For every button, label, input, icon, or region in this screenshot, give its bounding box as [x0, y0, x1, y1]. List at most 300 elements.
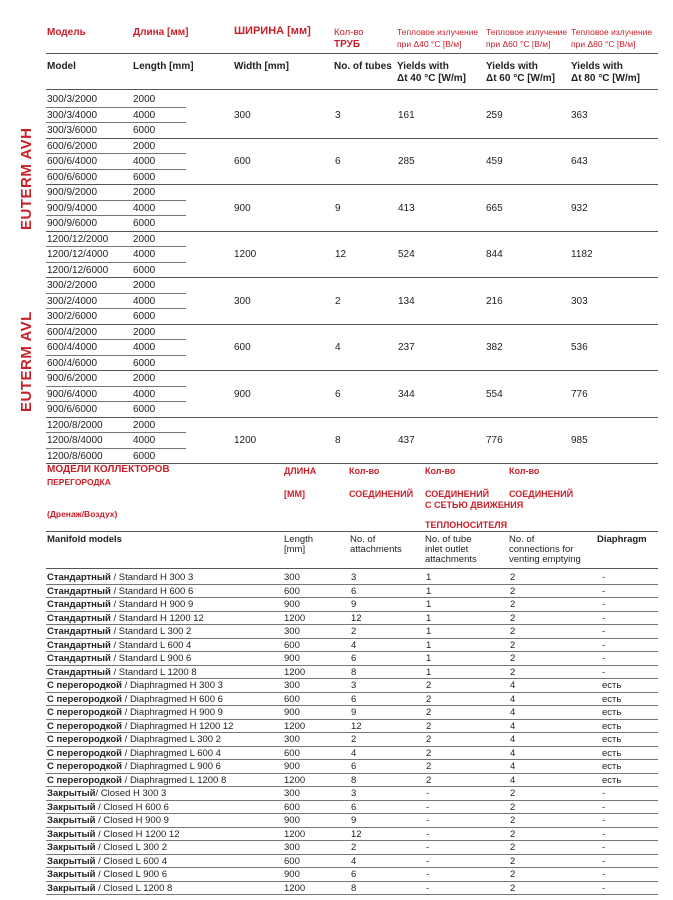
manifold-len: 300: [284, 734, 300, 745]
width-cell: 1200: [234, 249, 257, 260]
bhdr-models-ru-1: МОДЕЛИ КОЛЛЕКТОРОВ: [47, 464, 170, 475]
model-cell: 600/4/2000: [47, 326, 98, 338]
manifold-type-ru: С перегородкой: [47, 747, 123, 759]
manifold-len: 600: [284, 801, 300, 813]
manifold-row: [46, 612, 658, 626]
row-rule: [46, 386, 186, 387]
manifold-type-ru: Закрытый: [47, 869, 96, 880]
manifold-inl: 1: [426, 639, 432, 651]
y40-cell: 437: [398, 435, 415, 446]
manifold-dia: -: [602, 599, 606, 610]
hdr-yield40-en-2: Δt 40 °C [W/m]: [397, 73, 466, 84]
bhdr-length-en-1: Length: [284, 534, 314, 545]
bhdr-att-en-2: attachments: [350, 544, 402, 555]
manifold-att: 2: [351, 734, 357, 745]
manifold-type-ru: Стандартный: [47, 599, 111, 610]
manifold-inl: -: [426, 828, 430, 840]
manifold-inl: 2: [426, 707, 432, 718]
model-cell: 600/6/2000: [47, 140, 98, 152]
row-rule: [46, 153, 186, 154]
manifold-dia: -: [602, 842, 606, 853]
manifold-inl: 2: [426, 774, 432, 786]
manifold-att: 4: [351, 639, 357, 651]
y60-cell: 382: [486, 342, 503, 353]
bhdr-inlet-en-3: attachments: [425, 554, 477, 565]
manifold-type-ru: Стандартный: [47, 639, 111, 651]
y80-cell: 536: [571, 342, 588, 353]
manifold-dia: -: [602, 612, 606, 624]
tubes-cell: 9: [335, 202, 341, 214]
length-cell: 4000: [133, 249, 156, 260]
row-rule: [46, 339, 186, 340]
hdr-yield80-en-1: Yields with: [571, 61, 623, 72]
bhdr-att-ru-1: Кол-во: [349, 466, 380, 476]
hdr-yield60-ru-1: Тепловое излучение: [486, 27, 568, 37]
manifold-vent: 2: [510, 626, 516, 637]
model-cell: 1200/8/6000: [47, 450, 103, 462]
length-cell: 4000: [133, 342, 156, 353]
manifold-row: [46, 598, 658, 612]
manifold-vent: 4: [510, 720, 516, 732]
bhdr-models-en: Manifold models: [47, 534, 122, 545]
manifold-row: [46, 882, 658, 896]
manifold-row: [46, 868, 658, 882]
model-cell: 300/3/4000: [47, 109, 98, 121]
manifold-model: [47, 760, 221, 773]
manifold-att: 12: [351, 720, 362, 732]
manifold-name-en: / Standard L 1200 8: [110, 666, 197, 678]
width-cell: 900: [234, 388, 251, 400]
bhdr-inlet-ru-3: С СЕТЬЮ ДВИЖЕНИЯ: [425, 500, 524, 510]
manifold-type-ru: Стандартный: [47, 666, 111, 678]
manifold-model: [47, 774, 226, 787]
manifold-dia: -: [602, 639, 606, 651]
row-rule: [46, 432, 186, 433]
manifold-dia: -: [602, 626, 606, 637]
manifold-model: [47, 841, 167, 854]
group-rule: [46, 184, 658, 185]
model-cell: 1200/8/4000: [47, 435, 103, 446]
manifold-vent: 4: [510, 693, 516, 705]
length-cell: 6000: [133, 218, 156, 229]
header-bottom-rule: [46, 89, 658, 90]
manifold-model: [47, 868, 167, 881]
manifold-type-ru: С перегородкой: [47, 734, 123, 745]
manifold-att: 8: [351, 882, 357, 894]
length-cell: 6000: [133, 125, 156, 136]
manifold-inl: -: [426, 815, 430, 826]
manifold-inl: 1: [426, 599, 432, 610]
y80-cell: 643: [571, 156, 588, 167]
y80-cell: 1182: [571, 249, 593, 260]
manifold-dia: -: [602, 788, 606, 799]
manifold-att: 3: [351, 680, 357, 691]
hdr-yield40-en-1: Yields with: [397, 61, 449, 72]
manifold-inl: -: [426, 788, 430, 799]
manifold-len: 300: [284, 842, 300, 853]
width-cell: 300: [234, 109, 251, 121]
manifold-name-en: / Standard H 600 6: [110, 585, 194, 597]
manifold-name-en: / Standard L 600 4: [110, 639, 192, 651]
manifold-vent: 2: [510, 572, 516, 583]
manifold-dia: -: [602, 801, 606, 813]
bottom-header-divider: [46, 531, 658, 532]
manifold-vent: 4: [510, 680, 516, 691]
manifold-len: 600: [284, 693, 300, 705]
manifold-type-ru: Закрытый: [47, 828, 96, 840]
manifold-inl: 2: [426, 693, 432, 705]
manifold-att: 6: [351, 653, 357, 664]
bhdr-vent-en-2: connections for: [509, 544, 574, 555]
header-divider: [46, 53, 658, 54]
manifold-vent: 4: [510, 774, 516, 786]
manifold-att: 6: [351, 693, 357, 705]
manifold-name-en: / Closed H 300 3: [95, 788, 167, 799]
manifold-row: [46, 733, 658, 747]
manifold-type-ru: Закрытый: [47, 842, 96, 853]
manifold-name-en: / Closed L 900 6: [95, 869, 167, 880]
manifold-dia: -: [602, 882, 606, 894]
manifold-len: 900: [284, 815, 300, 826]
manifold-inl: -: [426, 801, 430, 813]
row-rule: [46, 308, 186, 309]
bhdr-vent-en-3: venting emptying: [509, 554, 581, 565]
manifold-att: 2: [351, 626, 357, 637]
manifold-vent: 2: [510, 599, 516, 610]
group-rule: [46, 324, 658, 325]
y40-cell: 134: [398, 295, 415, 307]
manifold-dia: -: [602, 855, 606, 867]
manifold-inl: 1: [426, 572, 432, 583]
length-cell: 2000: [133, 233, 156, 245]
y80-cell: 363: [571, 109, 588, 121]
length-cell: 4000: [133, 202, 156, 214]
manifold-att: 9: [351, 599, 357, 610]
row-rule: [46, 293, 186, 294]
manifold-name-en: / Standard H 1200 12: [110, 612, 204, 624]
manifold-row: [46, 841, 658, 855]
bhdr-inlet-en-1: No. of tube: [425, 534, 472, 545]
hdr-yield60-en-1: Yields with: [486, 61, 538, 72]
bhdr-vent-en-1: No. of: [509, 534, 535, 545]
manifold-type-ru: Стандартный: [47, 612, 111, 624]
manifold-model: [47, 625, 191, 638]
model-cell: 1200/12/6000: [47, 264, 109, 276]
y60-cell: 459: [486, 156, 503, 167]
y80-cell: 985: [571, 435, 588, 446]
y40-cell: 161: [398, 109, 415, 121]
hdr-length-en: Length [mm]: [133, 61, 194, 72]
y80-cell: 303: [571, 295, 588, 307]
manifold-inl: -: [426, 855, 430, 867]
manifold-att: 9: [351, 707, 357, 718]
manifold-inl: 1: [426, 612, 432, 624]
manifold-row: [46, 855, 658, 869]
bottom-header-rule: [46, 568, 658, 569]
manifold-inl: 2: [426, 720, 432, 732]
manifold-type-ru: Закрытый: [47, 882, 96, 894]
group-rule: [46, 370, 658, 371]
manifold-model: [47, 828, 180, 841]
row-rule: [46, 262, 186, 263]
manifold-row: [46, 747, 658, 761]
manifold-len: 1200: [284, 828, 306, 840]
hdr-model-en: Model: [47, 61, 76, 72]
hdr-tubes-en: No. of tubes: [334, 61, 392, 72]
manifold-len: 900: [284, 707, 300, 718]
model-cell: 300/3/6000: [47, 125, 98, 136]
hdr-tubes-ru-2: ТРУБ: [334, 39, 361, 50]
manifold-row: [46, 814, 658, 828]
length-cell: 2000: [133, 326, 156, 338]
manifold-vent: 2: [510, 788, 516, 799]
manifold-len: 600: [284, 585, 300, 597]
manifold-type-ru: С перегородкой: [47, 693, 123, 705]
model-cell: 300/3/2000: [47, 94, 98, 105]
y40-cell: 524: [398, 249, 415, 260]
hdr-yield40-ru-2: при Δ40 °C [В/м]: [397, 39, 462, 49]
width-cell: 1200: [234, 435, 257, 446]
bhdr-models-ru-2: ПЕРЕГОРОДКА: [47, 477, 111, 487]
length-cell: 6000: [133, 171, 156, 183]
y60-cell: 665: [486, 202, 503, 214]
tubes-cell: 12: [335, 249, 347, 260]
manifold-inl: -: [426, 869, 430, 880]
manifold-att: 6: [351, 585, 357, 597]
manifold-vent: 2: [510, 842, 516, 853]
manifold-dia: -: [602, 653, 606, 664]
manifold-inl: 2: [426, 680, 432, 691]
manifold-model: [47, 571, 193, 584]
length-cell: 4000: [133, 156, 156, 167]
manifold-type-ru: С перегородкой: [47, 680, 123, 691]
manifold-len: 900: [284, 869, 300, 880]
manifold-dia: есть: [602, 747, 622, 759]
length-cell: 2000: [133, 419, 156, 431]
manifold-dia: есть: [602, 734, 622, 745]
manifold-len: 1200: [284, 666, 306, 678]
manifold-inl: 2: [426, 734, 432, 745]
manifold-vent: 2: [510, 855, 516, 867]
y80-cell: 932: [571, 202, 588, 214]
manifold-att: 6: [351, 801, 357, 813]
manifold-inl: 1: [426, 666, 432, 678]
manifold-len: 900: [284, 599, 300, 610]
manifold-model: [47, 666, 197, 679]
model-cell: 300/2/2000: [47, 280, 98, 291]
manifold-row: [46, 571, 658, 585]
model-cell: 900/9/4000: [47, 202, 98, 214]
bhdr-length-ru-1: ДЛИНА: [284, 466, 317, 476]
manifold-type-ru: Стандартный: [47, 626, 111, 637]
model-cell: 1200/12/4000: [47, 249, 109, 260]
hdr-yield80-ru-1: Тепловое излучение: [571, 27, 653, 37]
hdr-width-ru: ШИРИНА [мм]: [234, 25, 311, 37]
model-cell: 900/6/6000: [47, 404, 98, 415]
manifold-model: [47, 787, 166, 800]
manifold-vent: 4: [510, 707, 516, 718]
group-rule: [46, 417, 658, 418]
manifold-model: [47, 598, 193, 611]
model-cell: 1200/8/2000: [47, 419, 103, 431]
manifold-name-en: / Diaphragmed H 900 9: [122, 707, 223, 718]
model-cell: 900/9/2000: [47, 187, 98, 198]
manifold-row: [46, 774, 658, 788]
manifold-inl: 2: [426, 761, 432, 772]
bhdr-vent-ru-2: СОЕДИНЕНИЙ: [509, 489, 574, 499]
manifold-name-en: / Diaphragmed H 300 3: [122, 680, 223, 691]
manifold-name-en: / Standard H 900 9: [110, 599, 194, 610]
bhdr-models-ru-3: (Дренаж/Воздух): [47, 509, 118, 519]
manifold-model: [47, 706, 223, 719]
y60-cell: 844: [486, 249, 503, 260]
manifold-row: [46, 625, 658, 639]
manifold-model: [47, 693, 223, 706]
row-rule: [46, 355, 186, 356]
manifold-name-en: / Closed L 1200 8: [95, 882, 173, 894]
row-rule: [46, 401, 186, 402]
manifold-row: [46, 666, 658, 680]
width-cell: 900: [234, 202, 251, 214]
manifold-dia: есть: [602, 680, 622, 691]
manifold-att: 6: [351, 761, 357, 772]
manifold-type-ru: Стандартный: [47, 572, 111, 583]
side-label-avh: EUTERM AVH: [18, 127, 35, 230]
manifold-len: 300: [284, 788, 300, 799]
manifold-vent: 2: [510, 639, 516, 651]
manifold-len: 300: [284, 680, 300, 691]
manifold-len: 600: [284, 639, 300, 651]
manifold-row: [46, 720, 658, 734]
manifold-att: 4: [351, 747, 357, 759]
manifold-vent: 4: [510, 761, 516, 772]
length-cell: 6000: [133, 404, 156, 415]
manifold-name-en: / Diaphragmed L 900 6: [122, 761, 221, 772]
hdr-width-en: Width [mm]: [234, 61, 289, 72]
manifold-len: 1200: [284, 612, 306, 624]
manifold-row: [46, 801, 658, 815]
manifold-att: 8: [351, 666, 357, 678]
manifold-model: [47, 747, 221, 760]
manifold-len: 600: [284, 747, 300, 759]
manifold-vent: 2: [510, 585, 516, 597]
manifold-vent: 4: [510, 747, 516, 759]
bhdr-vent-ru-1: Кол-во: [509, 466, 540, 476]
manifold-vent: 2: [510, 801, 516, 813]
length-cell: 6000: [133, 450, 156, 462]
manifold-vent: 2: [510, 882, 516, 894]
tubes-cell: 4: [335, 342, 341, 353]
manifold-inl: 1: [426, 585, 432, 597]
manifold-att: 12: [351, 828, 362, 840]
length-cell: 2000: [133, 373, 156, 384]
manifold-type-ru: С перегородкой: [47, 707, 123, 718]
model-cell: 1200/12/2000: [47, 233, 109, 245]
manifold-dia: есть: [602, 693, 622, 705]
manifold-name-en: / Diaphragmed H 600 6: [122, 693, 223, 705]
manifold-len: 900: [284, 653, 300, 664]
length-cell: 6000: [133, 357, 156, 369]
manifold-row: [46, 828, 658, 842]
hdr-model-ru: Модель: [47, 27, 86, 38]
manifold-dia: есть: [602, 707, 622, 718]
row-rule: [46, 169, 186, 170]
y40-cell: 285: [398, 156, 415, 167]
manifold-vent: 2: [510, 612, 516, 624]
manifold-model: [47, 652, 191, 665]
manifold-row: [46, 585, 658, 599]
manifold-vent: 2: [510, 869, 516, 880]
bhdr-diaphragm-en: Diaphragm: [597, 534, 647, 545]
manifold-len: 900: [284, 761, 300, 772]
y40-cell: 413: [398, 202, 415, 214]
model-cell: 600/4/6000: [47, 357, 98, 369]
group-rule: [46, 277, 658, 278]
length-cell: 2000: [133, 280, 156, 291]
manifold-vent: 2: [510, 815, 516, 826]
manifold-name-en: / Diaphragmed H 1200 12: [122, 720, 234, 732]
hdr-yield60-en-2: Δt 60 °C [W/m]: [486, 73, 555, 84]
manifold-model: [47, 855, 167, 868]
manifold-model: [47, 639, 191, 652]
manifold-name-en: / Diaphragmed L 300 2: [122, 734, 221, 745]
manifold-row: [46, 652, 658, 666]
manifold-name-en: / Closed H 1200 12: [95, 828, 180, 840]
bhdr-att-ru-2: СОЕДИНЕНИЙ: [349, 489, 414, 499]
model-cell: 900/6/2000: [47, 373, 98, 384]
tubes-cell: 6: [335, 156, 341, 167]
y60-cell: 259: [486, 109, 503, 121]
manifold-inl: 1: [426, 653, 432, 664]
model-cell: 300/2/6000: [47, 311, 98, 322]
manifold-name-en: / Closed L 300 2: [95, 842, 167, 853]
bhdr-length-en-2: [mm]: [284, 544, 306, 555]
y40-cell: 344: [398, 388, 415, 400]
model-cell: 900/9/6000: [47, 218, 98, 229]
manifold-dia: -: [602, 815, 606, 826]
manifold-model: [47, 720, 233, 733]
manifold-name-en: / Standard L 300 2: [110, 626, 192, 637]
length-cell: 4000: [133, 388, 156, 400]
y60-cell: 554: [486, 388, 503, 400]
manifold-row: [46, 760, 658, 774]
manifold-att: 2: [351, 842, 357, 853]
manifold-type-ru: Закрытый: [47, 815, 96, 826]
manifold-len: 300: [284, 626, 300, 637]
row-rule: [46, 215, 186, 216]
tubes-cell: 8: [335, 435, 341, 446]
manifold-type-ru: С перегородкой: [47, 774, 123, 786]
tubes-cell: 2: [335, 295, 341, 307]
length-cell: 2000: [133, 187, 156, 198]
manifold-len: 1200: [284, 882, 306, 894]
length-cell: 6000: [133, 311, 156, 322]
row-rule: [46, 107, 186, 108]
side-label-avl: EUTERM AVL: [18, 311, 35, 412]
hdr-yield80-en-2: Δt 80 °C [W/m]: [571, 73, 640, 84]
manifold-dia: -: [602, 666, 606, 678]
manifold-vent: 4: [510, 734, 516, 745]
manifold-model: [47, 679, 223, 692]
manifold-att: 12: [351, 612, 362, 624]
bhdr-length-ru-2: [ММ]: [284, 489, 305, 499]
row-rule: [46, 122, 186, 123]
manifold-len: 1200: [284, 774, 306, 786]
manifold-row: [46, 639, 658, 653]
row-rule: [46, 246, 186, 247]
manifold-dia: -: [602, 572, 606, 583]
manifold-name-en: / Diaphragmed L 600 4: [122, 747, 221, 759]
